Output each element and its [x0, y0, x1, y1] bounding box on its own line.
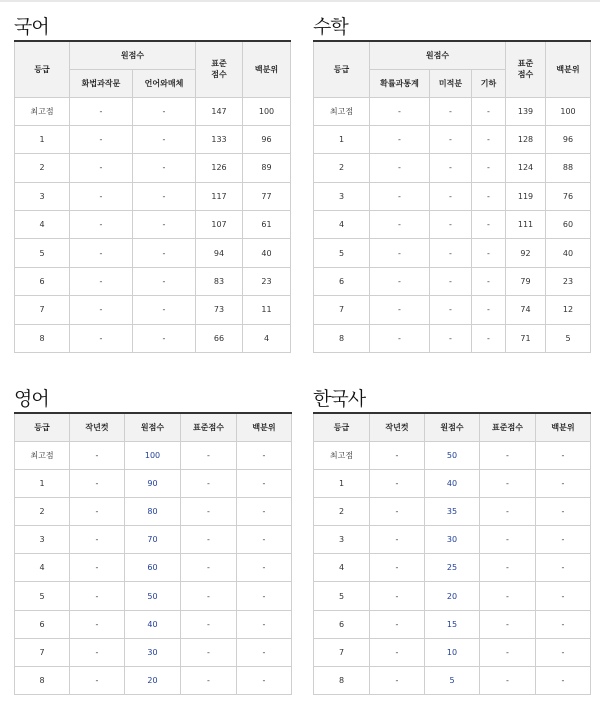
table-cell: 10	[425, 638, 480, 666]
table-row	[15, 154, 291, 182]
header-cell: 원점수	[425, 413, 480, 441]
table-cell: 76	[546, 182, 591, 210]
table-row	[15, 441, 292, 469]
table-cell: 61	[243, 211, 291, 239]
table-cell: 8	[15, 324, 70, 352]
table-cell: 35	[425, 497, 480, 525]
korean-table	[14, 40, 291, 353]
history-title: 한국사	[313, 388, 366, 410]
table-cell: -	[472, 296, 506, 324]
table-cell: 1	[314, 125, 370, 153]
table-row	[314, 667, 591, 695]
table-row	[314, 182, 591, 210]
table-cell: 30	[425, 526, 480, 554]
table-row	[314, 638, 591, 666]
table-row	[15, 211, 291, 239]
table-cell: -	[536, 554, 591, 582]
table-cell: -	[430, 97, 472, 125]
table-cell: -	[472, 211, 506, 239]
table-cell: 66	[196, 324, 243, 352]
table-cell: -	[181, 469, 237, 497]
table-row	[314, 239, 591, 267]
table-cell: 7	[15, 638, 70, 666]
table-cell: -	[133, 125, 196, 153]
table-cell: -	[536, 582, 591, 610]
table-cell: -	[536, 610, 591, 638]
table-cell: 80	[125, 497, 181, 525]
table-cell: -	[480, 667, 536, 695]
table-cell: 74	[506, 296, 546, 324]
table-cell: 119	[506, 182, 546, 210]
table-cell: -	[70, 211, 133, 239]
header-grade: 등급	[15, 41, 70, 97]
table-cell: 23	[243, 267, 291, 295]
header-cell: 백분위	[536, 413, 591, 441]
table-row	[314, 211, 591, 239]
table-cell: -	[237, 497, 292, 525]
table-cell: -	[430, 154, 472, 182]
header-percentile: 백분위	[243, 41, 291, 97]
table-cell: 5	[15, 239, 70, 267]
table-row	[314, 469, 591, 497]
table-cell: 92	[506, 239, 546, 267]
table-cell: -	[480, 610, 536, 638]
table-cell: -	[237, 469, 292, 497]
table-cell: -	[133, 97, 196, 125]
table-cell: 8	[314, 667, 370, 695]
table-cell: -	[472, 125, 506, 153]
table-cell: 94	[196, 239, 243, 267]
table-cell: -	[70, 324, 133, 352]
table-cell: 133	[196, 125, 243, 153]
table-cell: -	[472, 182, 506, 210]
table-row	[314, 610, 591, 638]
table-cell: 20	[125, 667, 181, 695]
table-cell: -	[430, 267, 472, 295]
math-title: 수학	[313, 16, 348, 38]
table-cell: -	[472, 267, 506, 295]
table-cell: -	[181, 638, 237, 666]
table-cell: 73	[196, 296, 243, 324]
table-row	[15, 638, 292, 666]
table-cell: -	[70, 296, 133, 324]
table-cell: -	[536, 441, 591, 469]
table-cell: 83	[196, 267, 243, 295]
table-cell: 2	[15, 154, 70, 182]
table-cell: 3	[314, 526, 370, 554]
table-row	[314, 324, 591, 352]
table-cell: -	[70, 267, 133, 295]
table-cell: 6	[15, 610, 70, 638]
table-row	[15, 582, 292, 610]
table-cell: -	[480, 582, 536, 610]
table-cell: -	[370, 610, 425, 638]
table-row	[314, 441, 591, 469]
table-cell: -	[181, 554, 237, 582]
table-cell: -	[70, 610, 125, 638]
table-cell: -	[181, 667, 237, 695]
table-cell: -	[70, 154, 133, 182]
table-cell: 1	[15, 469, 70, 497]
table-cell: -	[370, 667, 425, 695]
header-cell: 작년컷	[70, 413, 125, 441]
table-cell: -	[70, 97, 133, 125]
table-cell: 50	[125, 582, 181, 610]
table-cell: 최고점	[314, 441, 370, 469]
table-cell: -	[70, 638, 125, 666]
table-cell: -	[70, 582, 125, 610]
table-cell: 3	[314, 182, 370, 210]
table-cell: 50	[425, 441, 480, 469]
table-cell: 2	[314, 154, 370, 182]
header-sub1: 확률과통계	[370, 69, 430, 97]
english-title: 영어	[14, 388, 49, 410]
table-row	[314, 125, 591, 153]
table-cell: 89	[243, 154, 291, 182]
header-cell: 작년컷	[370, 413, 425, 441]
table-cell: 8	[15, 667, 70, 695]
table-cell: -	[133, 239, 196, 267]
table-cell: -	[237, 526, 292, 554]
table-cell: 2	[314, 497, 370, 525]
table-cell: 7	[314, 638, 370, 666]
table-cell: -	[370, 497, 425, 525]
table-cell: 최고점	[15, 97, 70, 125]
table-cell: -	[70, 469, 125, 497]
table-row	[15, 497, 292, 525]
table-cell: 4	[314, 554, 370, 582]
table-cell: 40	[425, 469, 480, 497]
table-cell: 96	[243, 125, 291, 153]
table-cell: 8	[314, 324, 370, 352]
header-standard: 표준 점수	[506, 41, 546, 97]
table-cell: -	[133, 154, 196, 182]
table-cell: -	[133, 324, 196, 352]
table-row	[15, 667, 292, 695]
table-cell: -	[472, 239, 506, 267]
table-cell: -	[133, 211, 196, 239]
table-cell: -	[133, 182, 196, 210]
table-row	[15, 296, 291, 324]
table-cell: -	[237, 582, 292, 610]
table-cell: -	[237, 441, 292, 469]
table-row	[15, 324, 291, 352]
table-cell: 40	[125, 610, 181, 638]
table-cell: -	[370, 469, 425, 497]
table-cell: -	[536, 526, 591, 554]
table-row	[314, 267, 591, 295]
table-cell: 96	[546, 125, 591, 153]
table-cell: 90	[125, 469, 181, 497]
table-cell: -	[70, 239, 133, 267]
header-percentile: 백분위	[546, 41, 591, 97]
table-cell: 100	[546, 97, 591, 125]
table-cell: 12	[546, 296, 591, 324]
table-row	[314, 497, 591, 525]
table-cell: -	[480, 554, 536, 582]
table-cell: 147	[196, 97, 243, 125]
table-cell: -	[370, 154, 430, 182]
table-cell: -	[536, 667, 591, 695]
table-cell: -	[472, 154, 506, 182]
header-cell: 원점수	[125, 413, 181, 441]
table-cell: 최고점	[15, 441, 70, 469]
header-cell: 등급	[314, 413, 370, 441]
table-cell: -	[480, 638, 536, 666]
table-cell: 3	[15, 526, 70, 554]
header-raw: 원점수	[70, 41, 196, 69]
korean-title: 국어	[14, 16, 49, 38]
table-cell: 1	[314, 469, 370, 497]
math-table	[313, 40, 591, 353]
table-cell: 25	[425, 554, 480, 582]
table-cell: -	[430, 324, 472, 352]
table-cell: 6	[314, 610, 370, 638]
table-cell: -	[70, 497, 125, 525]
table-cell: -	[472, 97, 506, 125]
table-cell: -	[430, 182, 472, 210]
table-cell: 139	[506, 97, 546, 125]
table-cell: 6	[15, 267, 70, 295]
history-table	[313, 412, 591, 695]
table-cell: -	[536, 638, 591, 666]
header-sub1: 화법과작문	[70, 69, 133, 97]
header-sub2: 언어와매체	[133, 69, 196, 97]
table-cell: -	[480, 441, 536, 469]
english-table	[14, 412, 292, 695]
table-cell: -	[430, 239, 472, 267]
table-cell: 20	[425, 582, 480, 610]
table-cell: -	[430, 125, 472, 153]
table-cell: 4	[15, 211, 70, 239]
table-cell: 60	[125, 554, 181, 582]
table-cell: -	[472, 324, 506, 352]
table-cell: 117	[196, 182, 243, 210]
table-row	[15, 182, 291, 210]
table-cell: 6	[314, 267, 370, 295]
table-cell: 15	[425, 610, 480, 638]
top-divider	[0, 0, 600, 2]
table-cell: 5	[15, 582, 70, 610]
table-cell: 111	[506, 211, 546, 239]
table-cell: -	[370, 324, 430, 352]
table-cell: 23	[546, 267, 591, 295]
header-sub3: 기하	[472, 69, 506, 97]
table-cell: -	[370, 582, 425, 610]
table-row	[314, 554, 591, 582]
table-cell: -	[370, 97, 430, 125]
table-cell: -	[430, 296, 472, 324]
header-grade: 등급	[314, 41, 370, 97]
table-row	[314, 296, 591, 324]
table-cell: -	[133, 296, 196, 324]
header-sub2: 미적분	[430, 69, 472, 97]
table-cell: -	[370, 526, 425, 554]
header-cell: 표준점수	[480, 413, 536, 441]
table-cell: -	[536, 497, 591, 525]
table-cell: -	[70, 125, 133, 153]
table-row	[15, 267, 291, 295]
table-cell: -	[430, 211, 472, 239]
table-cell: -	[370, 239, 430, 267]
table-cell: 88	[546, 154, 591, 182]
table-cell: 79	[506, 267, 546, 295]
table-row	[314, 154, 591, 182]
table-cell: -	[237, 667, 292, 695]
table-cell: -	[237, 554, 292, 582]
table-cell: 71	[506, 324, 546, 352]
table-row	[15, 526, 292, 554]
table-cell: -	[181, 526, 237, 554]
header-cell: 등급	[15, 413, 70, 441]
header-raw: 원점수	[370, 41, 506, 69]
table-cell: 30	[125, 638, 181, 666]
table-cell: 100	[125, 441, 181, 469]
table-cell: 7	[15, 296, 70, 324]
table-cell: 60	[546, 211, 591, 239]
table-row	[15, 469, 292, 497]
table-cell: 126	[196, 154, 243, 182]
table-cell: -	[237, 610, 292, 638]
table-cell: 1	[15, 125, 70, 153]
table-cell: -	[536, 469, 591, 497]
table-cell: 107	[196, 211, 243, 239]
table-cell: 4	[15, 554, 70, 582]
table-cell: 40	[243, 239, 291, 267]
table-row	[314, 582, 591, 610]
table-cell: -	[480, 469, 536, 497]
header-standard: 표준 점수	[196, 41, 243, 97]
table-row	[15, 125, 291, 153]
table-cell: -	[181, 497, 237, 525]
table-cell: -	[370, 554, 425, 582]
table-cell: 4	[243, 324, 291, 352]
table-cell: -	[70, 667, 125, 695]
table-cell: 5	[314, 582, 370, 610]
table-cell: -	[370, 182, 430, 210]
table-row	[15, 610, 292, 638]
table-row	[15, 554, 292, 582]
table-cell: 3	[15, 182, 70, 210]
table-cell: 77	[243, 182, 291, 210]
table-cell: 5	[425, 667, 480, 695]
table-cell: -	[181, 441, 237, 469]
table-cell: 11	[243, 296, 291, 324]
table-cell: -	[181, 582, 237, 610]
table-cell: 7	[314, 296, 370, 324]
table-cell: -	[70, 441, 125, 469]
table-cell: 5	[546, 324, 591, 352]
header-cell: 백분위	[237, 413, 292, 441]
table-cell: -	[370, 125, 430, 153]
table-cell: -	[370, 211, 430, 239]
table-cell: -	[70, 554, 125, 582]
table-cell: -	[70, 182, 133, 210]
table-cell: -	[370, 296, 430, 324]
table-cell: -	[480, 497, 536, 525]
table-cell: -	[181, 610, 237, 638]
table-cell: 최고점	[314, 97, 370, 125]
table-cell: -	[370, 638, 425, 666]
table-cell: -	[70, 526, 125, 554]
table-cell: 124	[506, 154, 546, 182]
table-cell: 5	[314, 239, 370, 267]
table-cell: -	[237, 638, 292, 666]
table-cell: 4	[314, 211, 370, 239]
table-cell: 128	[506, 125, 546, 153]
table-cell: -	[133, 267, 196, 295]
table-cell: -	[370, 267, 430, 295]
table-cell: -	[370, 441, 425, 469]
table-row	[314, 97, 591, 125]
table-cell: 100	[243, 97, 291, 125]
table-row	[15, 239, 291, 267]
table-cell: 2	[15, 497, 70, 525]
table-row	[314, 526, 591, 554]
table-row	[15, 97, 291, 125]
header-cell: 표준점수	[181, 413, 237, 441]
table-cell: 40	[546, 239, 591, 267]
table-cell: -	[480, 526, 536, 554]
table-cell: 70	[125, 526, 181, 554]
